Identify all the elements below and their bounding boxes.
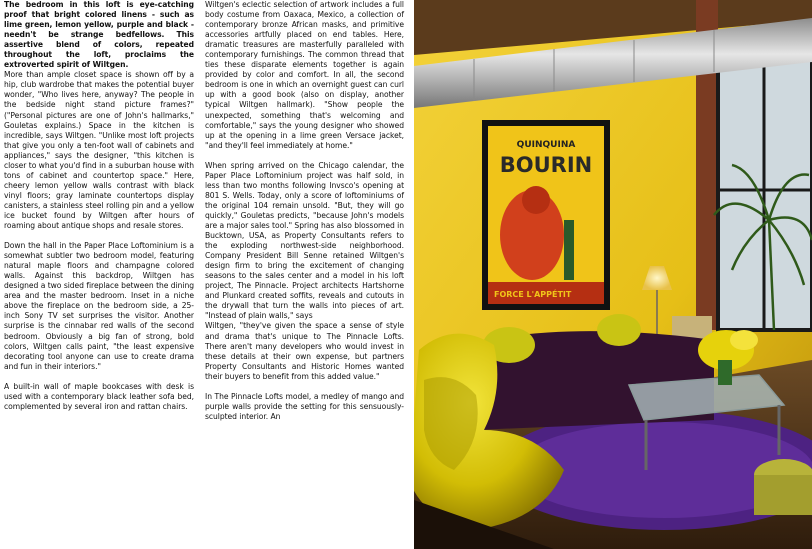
- lead-paragraph: The bedroom in this loft is eye-catching proof that bright colored linens - such as lime green, lemon yellow, purple and black - needn't be strange bedfellows. This assertive blend of colors, repeated throughout the loft, proclaims the extroverted spirit of Wiltgen.: [4, 0, 194, 70]
- body-paragraph: Down the hall in the Paper Place Loftominium is a somewhat subtler two bedroom model, featuring natural maple floors and champagne colored walls. Against this backdrop, Wiltgen has designed a two sided fireplace between the dining area and the master bedroom. Inset in a niche above the fireplace on the bedroom side, a 25-inch Sony TV set surprises the visitor. Another surprise is the cinnabar red walls of the second bedroom. Obviously a big fan of strong, bold colors, Wiltgen calls paint, "the least expensive decorating tool anyone can use to create drama and fun in their interiors.": [4, 241, 194, 371]
- poster-bottom-text: FORCE L'APPÉTIT: [494, 290, 572, 299]
- article-left-column: [4, 0, 194, 412]
- loft-interior-photo: [414, 0, 812, 549]
- body-paragraph: A built-in wall of maple bookcases with desk is used with a contemporary black leather sofa bed, complemented by several iron and rattan chairs.: [4, 381, 194, 411]
- body-paragraph: Wiltgen's eclectic selection of artwork includes a full body costume from Oaxaca, Mexico, a collection of contemporary bronze African masks, and primitive accessories artfully placed on end tables. Here, dramatic treasures are masterfully paralleled with contemporary furnishings. The common thread that ties these disparate elements together is again provided by color and comfort. In all, the second bedroom is one in which an overnight guest can curl up with a good book (also on display, another typical Wiltgen hallmark). "Show people the unexpected, something that's welcoming and comfortable," says the young designer who showed up at the opening in a lime green Versace jacket, "and they'll feel immediately at home.": [205, 0, 404, 150]
- body-paragraph: More than ample closet space is shown off by a hip, club wardrobe that makes the potential buyer wonder, "Who lives here, anyway? The people in the bedside night stand picture frames?" ("Personal pictures are one of John's hallmarks," Gouletas explains.) Space in the kitchen is incredible, says Wiltgen. "Unlike most loft projects that give you only a ten-foot wall of cabinets and appliances," says the designer, "this kitchen is closer to what you'd find in a suburban house with tons of cabinet and countertop space." Here, cheery lemon yellow walls contrast with black vinyl floors; gray laminate countertops display canisters, a stainless steel rolling pin and a yellow ice bucket found by Wiltgen after hours of roaming about antique shops and resale stores.: [4, 70, 194, 231]
- body-paragraph: In The Pinnacle Lofts model, a medley of mango and purple walls provide the setting for this sensuously-sculpted interior. An: [205, 391, 404, 421]
- poster-brand-text: BOURIN: [499, 153, 593, 177]
- body-paragraph: When spring arrived on the Chicago calendar, the Paper Place Loftominium project was half sold, in less than two months following Invsco's opening at 801 S. Wells. Today, only a score of loftominiums of the original 104 remain unsold. "But, they will go quickly," Gouletas predicts, "because John's models are a major sales tool." Spring has also blossomed in Bucktown, USA, as Property Consultants refers to the exploding northwest-side neighborhood. Company President Bill Senne retained Wiltgen's design firm to bring the excitement of changing seasons to the sales center and a model in his loft project, The Pinnacle. Project architects Hartshorne and Plunkard created soffits, reveals and cutouts in the drywall that turn the walls into pieces of art. "Instead of plain walls," says: [205, 160, 404, 321]
- poster-top-text: QUINQUINA: [516, 140, 576, 150]
- article-middle-column: [205, 0, 404, 422]
- body-paragraph: Wiltgen, "they've given the space a sense of style and drama that's unique to The Pinnacle Lofts. There aren't many developers who would invest in these details at their own expense, but partners Property Consultants and Historic Homes wanted their buyers to benefit from this added value.": [205, 321, 404, 381]
